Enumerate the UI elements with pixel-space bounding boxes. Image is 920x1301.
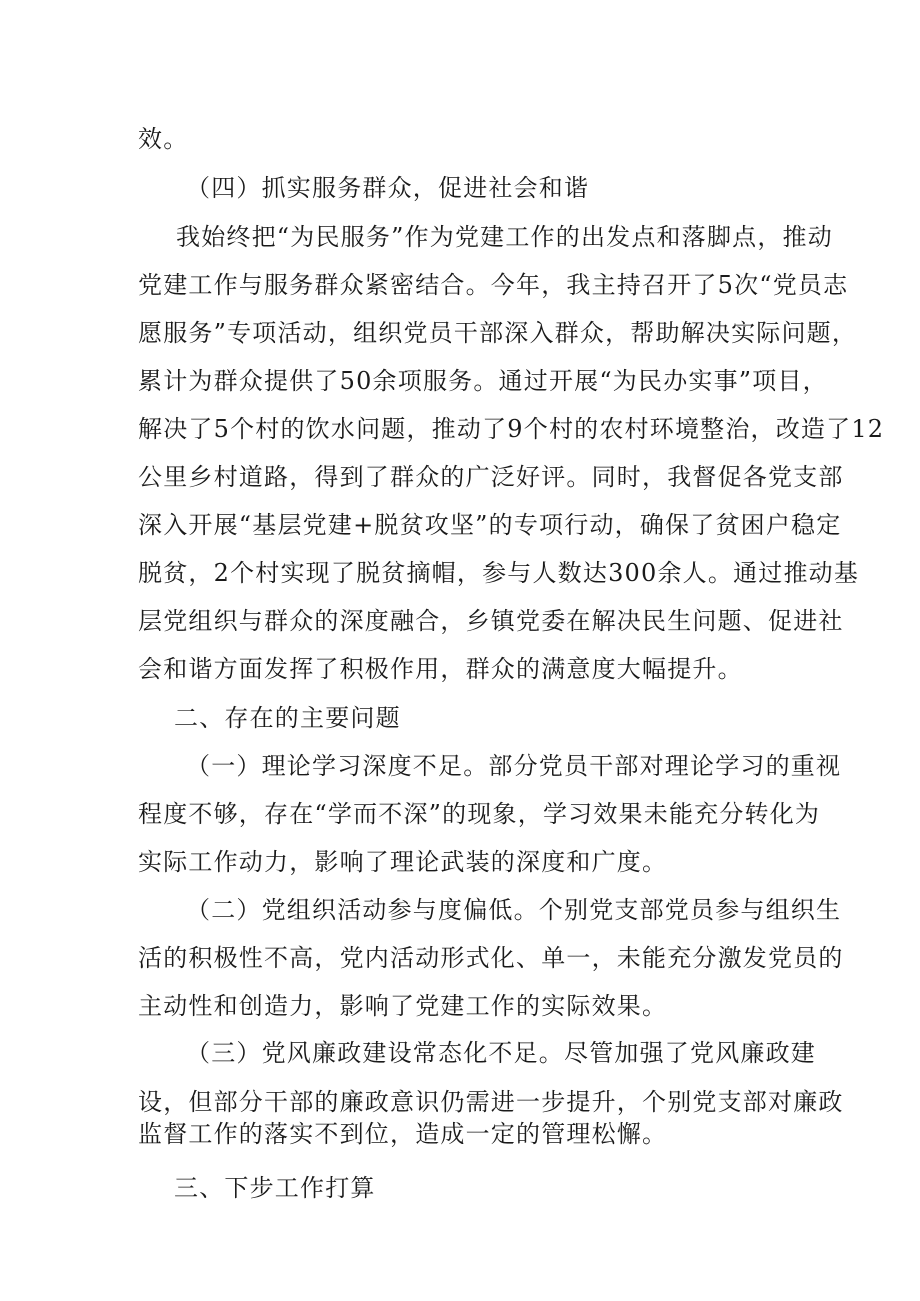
text-line: （一）理论学习深度不足。部分党员干部对理论学习的重视 — [186, 752, 842, 780]
text-line: 公里乡村道路，得到了群众的广泛好评。同时，我督促各党支部 — [138, 463, 844, 491]
section-heading: 三、下步工作打算 — [174, 1174, 376, 1202]
text-line: 层党组织与群众的深度融合，乡镇党委在解决民生问题、促进社 — [138, 607, 844, 635]
text-line: 深入开展“基层党建+脱贫攻坚”的专项行动，确保了贫困户稳定 — [138, 511, 842, 539]
text-line: 我始终把“为民服务”作为党建工作的出发点和落脚点，推动 — [176, 223, 833, 251]
text-line: 效。 — [138, 125, 189, 153]
text-line: 监督工作的落实不到位，造成一定的管理松懈。 — [138, 1120, 668, 1148]
text-line: 程度不够，存在“学而不深”的现象，学习效果未能充分转化为 — [138, 800, 821, 828]
text-line: 设，但部分干部的廉政意识仍需进一步提升，个别党支部对廉政 — [138, 1088, 844, 1116]
text-line: 活的积极性不高，党内活动形式化、单一，未能充分激发党员的 — [138, 944, 844, 972]
text-line: 会和谐方面发挥了积极作用，群众的满意度大幅提升。 — [138, 655, 743, 683]
section-heading: （四）抓实服务群众，促进社会和谐 — [186, 174, 590, 202]
text-line: 实际工作动力，影响了理论武装的深度和广度。 — [138, 848, 668, 876]
text-line: 主动性和创造力，影响了党建工作的实际效果。 — [138, 992, 668, 1020]
text-line: 党建工作与服务群众紧密结合。今年，我主持召开了5次“党员志 — [138, 271, 849, 299]
text-line: （二）党组织活动参与度偏低。个别党支部党员参与组织生 — [186, 896, 842, 924]
text-line: 愿服务”专项活动，组织党员干部深入群众，帮助解决实际问题， — [138, 319, 858, 347]
text-line: （三）党风廉政建设常态化不足。尽管加强了党风廉政建 — [186, 1039, 816, 1067]
text-line: 累计为群众提供了50余项服务。通过开展“为民办实事”项目， — [138, 367, 828, 395]
section-heading: 二、存在的主要问题 — [174, 704, 401, 732]
text-line: 脱贫，2个村实现了脱贫摘帽，参与人数达300余人。通过推动基 — [138, 559, 860, 587]
text-line: 解决了5个村的饮水问题，推动了9个村的农村环境整治，改造了12 — [138, 415, 885, 443]
